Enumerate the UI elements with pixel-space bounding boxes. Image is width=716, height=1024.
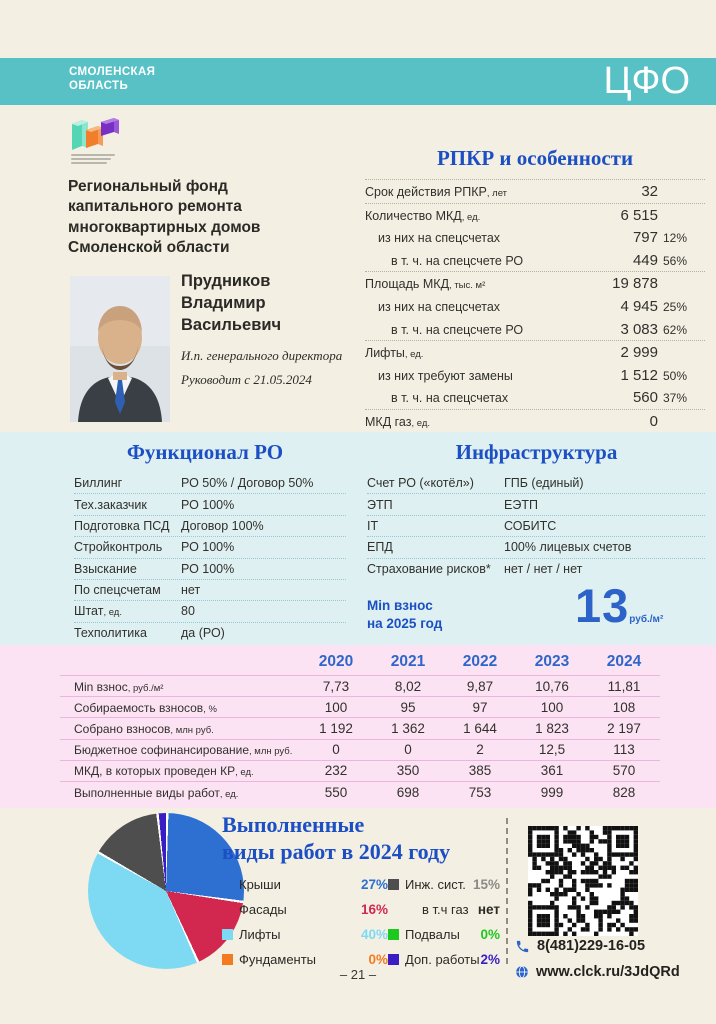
fund-logo-icon bbox=[68, 114, 138, 166]
region-name-line2: ОБЛАСТЬ bbox=[69, 80, 129, 93]
infrastructure-section-title: Инфраструктура bbox=[455, 440, 618, 464]
rpkr-row-label: в т. ч. на спецсчетах bbox=[391, 391, 509, 406]
years-cell: 570 bbox=[612, 763, 636, 779]
functional-row-label: По спецсчетам bbox=[74, 583, 161, 598]
legend-label: Фасады bbox=[239, 902, 287, 917]
legend-item bbox=[388, 872, 500, 897]
functional-section-title: Функционал РО bbox=[126, 440, 284, 464]
yearly-stats-table bbox=[60, 650, 660, 802]
years-cell: 698 bbox=[396, 784, 420, 800]
infrastructure-row-label: Счет РО («котёл») bbox=[367, 476, 474, 491]
legend-value: 15% bbox=[472, 877, 500, 892]
unit-suffix: , ед. bbox=[404, 349, 424, 361]
years-row-label: Бюджетное софинансирование, млн руб. bbox=[74, 743, 293, 758]
infrastructure-row-label: ЭТП bbox=[367, 497, 393, 512]
infrastructure-row bbox=[367, 559, 705, 579]
rpkr-row bbox=[365, 386, 705, 410]
min-fee-label bbox=[367, 597, 442, 633]
functional-row-value: 80 bbox=[181, 604, 195, 619]
rpkr-row bbox=[365, 364, 705, 387]
legend-label: в т.ч газ bbox=[422, 902, 469, 917]
years-cell: 1 644 bbox=[463, 720, 497, 736]
functional-row-value: РО 100% bbox=[181, 497, 235, 512]
functional-row-label: Техполитика bbox=[74, 625, 147, 640]
years-cell: 753 bbox=[468, 784, 492, 800]
unit-suffix: , ед. bbox=[235, 767, 254, 779]
years-data-row bbox=[60, 740, 660, 761]
years-header-row bbox=[60, 650, 660, 676]
rpkr-row-value: 0 bbox=[649, 412, 658, 430]
functional-row-value: нет bbox=[181, 583, 201, 598]
rpkr-row-value: 3 083 bbox=[620, 320, 658, 338]
logo-blocks-icon bbox=[68, 114, 132, 154]
years-data-row bbox=[60, 782, 660, 802]
unit-suffix: , тыс. м² bbox=[449, 280, 486, 292]
min-fee-unit: руб./м² bbox=[629, 614, 664, 625]
legend-item bbox=[222, 897, 388, 922]
infrastructure-row-label: ЕПД bbox=[367, 540, 393, 555]
rpkr-row bbox=[365, 295, 705, 318]
unit-suffix: , % bbox=[203, 703, 217, 715]
years-cell: 1 192 bbox=[319, 720, 353, 736]
federal-district-label: ЦФО bbox=[603, 60, 690, 102]
page-number: – 21 – bbox=[339, 967, 377, 982]
years-cell: 0 bbox=[404, 742, 412, 758]
director-tenure: Руководит с 21.05.2024 bbox=[181, 372, 312, 388]
years-cell: 550 bbox=[324, 784, 348, 800]
years-cell: 9,87 bbox=[466, 678, 494, 694]
rpkr-row-percent: 25% bbox=[663, 299, 688, 314]
functional-row-value: Договор 100% bbox=[181, 518, 264, 533]
years-data-row bbox=[60, 697, 660, 718]
legend-value: 27% bbox=[360, 877, 388, 892]
years-row-label: МКД, в которых проведен КР, ед. bbox=[74, 764, 254, 779]
pie-chart-title bbox=[222, 812, 450, 866]
years-cell: 232 bbox=[324, 763, 348, 779]
infrastructure-row bbox=[367, 537, 705, 558]
region-header-bar bbox=[0, 58, 716, 105]
years-row-label: Собираемость взносов, % bbox=[74, 700, 217, 715]
unit-suffix: , млн руб. bbox=[170, 724, 214, 736]
rpkr-row-value: 449 bbox=[632, 251, 658, 269]
fund-name-line: капитального ремонта bbox=[68, 198, 242, 216]
rpkr-row-label: Лифты, ед. bbox=[365, 346, 424, 361]
infrastructure-row-label: Страхование рисков* bbox=[367, 561, 491, 576]
infrastructure-row bbox=[367, 473, 705, 494]
years-cell: 108 bbox=[612, 699, 636, 715]
functional-row bbox=[74, 580, 346, 601]
infrastructure-row-value: нет / нет / нет bbox=[504, 561, 583, 576]
rpkr-row bbox=[365, 249, 705, 273]
rpkr-row-value: 4 945 bbox=[620, 297, 658, 315]
years-cell: 113 bbox=[613, 742, 635, 758]
qr-pattern bbox=[528, 826, 638, 936]
director-photo bbox=[70, 276, 170, 422]
vertical-dashed-divider bbox=[506, 818, 508, 964]
phone-contact[interactable] bbox=[515, 938, 645, 954]
legend-label: Крыши bbox=[239, 877, 281, 892]
director-middle-name: Васильевич bbox=[181, 315, 282, 334]
unit-suffix: , млн руб. bbox=[249, 746, 293, 758]
legend-swatch bbox=[388, 954, 399, 965]
rpkr-row-label: Срок действия РПКР, лет bbox=[365, 185, 508, 199]
fund-name-line: Региональный фонд bbox=[68, 178, 228, 195]
functional-row bbox=[74, 494, 346, 515]
years-cell: 10,76 bbox=[535, 678, 569, 694]
years-cell: 2 197 bbox=[607, 720, 641, 736]
functional-row-value: РО 50% / Договор 50% bbox=[181, 476, 314, 491]
legend-item bbox=[388, 922, 500, 947]
legend-value: 40% bbox=[360, 927, 388, 942]
years-cell: 7,73 bbox=[322, 678, 350, 694]
rpkr-row-percent: 56% bbox=[663, 253, 688, 268]
functional-row-label: Взыскание bbox=[74, 561, 137, 576]
rpkr-row-value: 6 515 bbox=[620, 206, 658, 224]
rpkr-row-value: 560 bbox=[632, 389, 658, 407]
year-column-header: 2022 bbox=[462, 653, 498, 670]
legend-label: Фундаменты bbox=[239, 952, 317, 967]
rpkr-row-percent: 62% bbox=[663, 322, 688, 337]
infrastructure-row-value: 100% лицевых счетов bbox=[504, 540, 632, 555]
pie-legend-column-2 bbox=[388, 872, 500, 972]
director-last-name: Прудников bbox=[181, 272, 271, 290]
legend-value: нет bbox=[477, 902, 500, 917]
functional-row-value: РО 100% bbox=[181, 561, 235, 576]
functional-row-label: Подготовка ПСД bbox=[74, 518, 170, 533]
phone-icon bbox=[515, 939, 530, 954]
functional-infrastructure-band bbox=[0, 432, 716, 645]
rpkr-row-value: 1 512 bbox=[620, 366, 658, 384]
logo-caption-lines bbox=[71, 154, 119, 166]
year-column-header: 2021 bbox=[390, 653, 426, 670]
legend-label: Подвалы bbox=[405, 927, 460, 942]
years-cell: 0 bbox=[332, 742, 340, 758]
rpkr-row-label: из них на спецсчетах bbox=[378, 299, 501, 314]
years-cell: 12,5 bbox=[538, 742, 566, 758]
rpkr-section-title: РПКР и особенности bbox=[436, 146, 634, 170]
year-column-header: 2020 bbox=[318, 653, 354, 670]
rpkr-row bbox=[365, 318, 705, 342]
functional-row bbox=[74, 623, 346, 643]
unit-suffix: , ед. bbox=[461, 211, 481, 223]
rpkr-row-value: 19 878 bbox=[612, 275, 658, 293]
rpkr-row-label: из них требуют замены bbox=[378, 368, 513, 383]
functional-row-label: Тех.заказчик bbox=[74, 497, 147, 512]
legend-label: Лифты bbox=[239, 927, 281, 942]
legend-value: 2% bbox=[480, 952, 500, 967]
rpkr-row bbox=[365, 180, 705, 204]
rpkr-row-label: в т. ч. на спецсчете РО bbox=[391, 253, 524, 268]
years-row-label: Выполненные виды работ, ед. bbox=[74, 785, 239, 800]
rpkr-row-label: Количество МКД, ед. bbox=[365, 208, 481, 223]
director-first-name: Владимир bbox=[181, 293, 266, 312]
website-url[interactable]: www.clck.ru/3JdQRd bbox=[536, 964, 680, 980]
unit-suffix: , ед. bbox=[219, 788, 239, 800]
legend-value: 0% bbox=[368, 952, 388, 967]
rpkr-row-percent: 37% bbox=[663, 391, 688, 406]
legend-item bbox=[388, 897, 500, 922]
rpkr-table bbox=[365, 179, 705, 457]
legend-label: Инж. сист. bbox=[405, 877, 466, 892]
years-cell: 100 bbox=[324, 699, 348, 715]
rpkr-row bbox=[365, 341, 705, 364]
qr-code bbox=[528, 826, 638, 936]
year-column-header: 2024 bbox=[606, 653, 642, 670]
years-row-label: Собрано взносов, млн руб. bbox=[74, 721, 214, 736]
rpkr-row bbox=[365, 204, 705, 227]
years-cell: 95 bbox=[400, 699, 416, 715]
years-cell: 828 bbox=[612, 784, 636, 800]
infrastructure-row bbox=[367, 494, 705, 515]
portrait-image bbox=[70, 276, 170, 422]
rpkr-row bbox=[365, 272, 705, 295]
years-data-row bbox=[60, 718, 660, 739]
min-fee-label-line1: Min взнос bbox=[367, 598, 433, 613]
fund-name-line: Смоленской области bbox=[68, 239, 230, 257]
legend-swatch bbox=[222, 904, 233, 915]
functional-row bbox=[74, 473, 346, 494]
functional-row-label: Биллинг bbox=[74, 476, 123, 491]
infrastructure-row-value: СОБИТС bbox=[504, 518, 557, 533]
rpkr-row-percent: 50% bbox=[663, 368, 688, 383]
functional-row-label: Штат, ед. bbox=[74, 604, 122, 619]
legend-item bbox=[222, 922, 388, 947]
rpkr-row-label: в т. ч. на спецсчете РО bbox=[391, 322, 524, 337]
rpkr-row-value: 797 bbox=[632, 229, 658, 247]
director-position: И.п. генерального директора bbox=[181, 348, 343, 364]
pie-title-line2: виды работ в 2024 году bbox=[222, 838, 451, 864]
years-cell: 8,02 bbox=[394, 678, 422, 694]
functional-table bbox=[74, 473, 346, 643]
rpkr-row-value: 32 bbox=[641, 183, 658, 200]
min-fee-number: 13 bbox=[575, 579, 630, 632]
director-info bbox=[181, 271, 356, 388]
legend-value: 0% bbox=[480, 927, 500, 942]
legend-label: Доп. работы bbox=[405, 952, 480, 967]
years-data-row bbox=[60, 676, 660, 697]
years-cell: 385 bbox=[468, 763, 492, 779]
years-cell: 97 bbox=[472, 699, 488, 715]
unit-suffix: , ед. bbox=[103, 607, 122, 619]
region-name bbox=[69, 65, 155, 94]
rpkr-row-value: 2 999 bbox=[620, 344, 658, 362]
functional-row-value: РО 100% bbox=[181, 540, 235, 555]
works-pie-chart bbox=[88, 813, 244, 969]
years-cell: 100 bbox=[540, 699, 564, 715]
legend-swatch bbox=[388, 929, 399, 940]
legend-swatch bbox=[222, 879, 233, 890]
infrastructure-row bbox=[367, 516, 705, 537]
min-fee-label-line2: на 2025 год bbox=[367, 616, 443, 632]
years-cell: 999 bbox=[540, 784, 564, 800]
legend-item bbox=[222, 872, 388, 897]
yearly-stats-band bbox=[0, 645, 716, 808]
rpkr-row-label: Площадь МКД, тыс. м² bbox=[365, 277, 486, 292]
years-cell: 2 bbox=[476, 742, 484, 758]
years-cell: 11,81 bbox=[607, 678, 641, 694]
rpkr-row-percent: 12% bbox=[663, 231, 688, 246]
years-row-label: Min взнос, руб./м² bbox=[74, 679, 164, 694]
pie-legend-column-1 bbox=[222, 872, 388, 972]
functional-row-label: Стройконтроль bbox=[74, 540, 163, 555]
rpkr-row bbox=[365, 410, 705, 434]
functional-row bbox=[74, 601, 346, 622]
infrastructure-table bbox=[367, 473, 705, 579]
min-fee-value bbox=[575, 578, 663, 633]
infrastructure-row-label: IT bbox=[367, 518, 379, 533]
rpkr-row-label: из них на спецсчетах bbox=[378, 231, 501, 246]
rpkr-row bbox=[365, 226, 705, 249]
functional-row bbox=[74, 537, 346, 558]
year-column-header: 2023 bbox=[534, 653, 570, 670]
infrastructure-row-value: ЕЭТП bbox=[504, 497, 538, 512]
functional-row bbox=[74, 559, 346, 580]
years-data-row bbox=[60, 761, 660, 782]
years-cell: 361 bbox=[540, 763, 564, 779]
legend-swatch bbox=[388, 879, 399, 890]
functional-row bbox=[74, 516, 346, 537]
infrastructure-row-value: ГПБ (единый) bbox=[504, 476, 584, 491]
years-cell: 350 bbox=[396, 763, 420, 779]
unit-suffix: , лет bbox=[486, 188, 508, 199]
years-cell: 1 362 bbox=[391, 720, 425, 736]
phone-number[interactable]: 8(481)229-16-05 bbox=[537, 938, 646, 954]
region-name-line1: СМОЛЕНСКАЯ bbox=[69, 66, 156, 78]
legend-swatch bbox=[222, 929, 233, 940]
pie-title-line1: Выполненные bbox=[222, 812, 365, 837]
legend-value: 16% bbox=[360, 902, 388, 917]
years-cell: 1 823 bbox=[535, 720, 569, 736]
fund-name-line: многоквартирных домов bbox=[68, 218, 261, 236]
legend-swatch bbox=[222, 954, 233, 965]
rpkr-row-label: МКД газ, ед. bbox=[365, 414, 431, 429]
unit-suffix: , руб./м² bbox=[127, 682, 164, 694]
functional-row-value: да (РО) bbox=[181, 625, 225, 640]
fund-name bbox=[68, 177, 260, 259]
unit-suffix: , ед. bbox=[411, 417, 431, 429]
